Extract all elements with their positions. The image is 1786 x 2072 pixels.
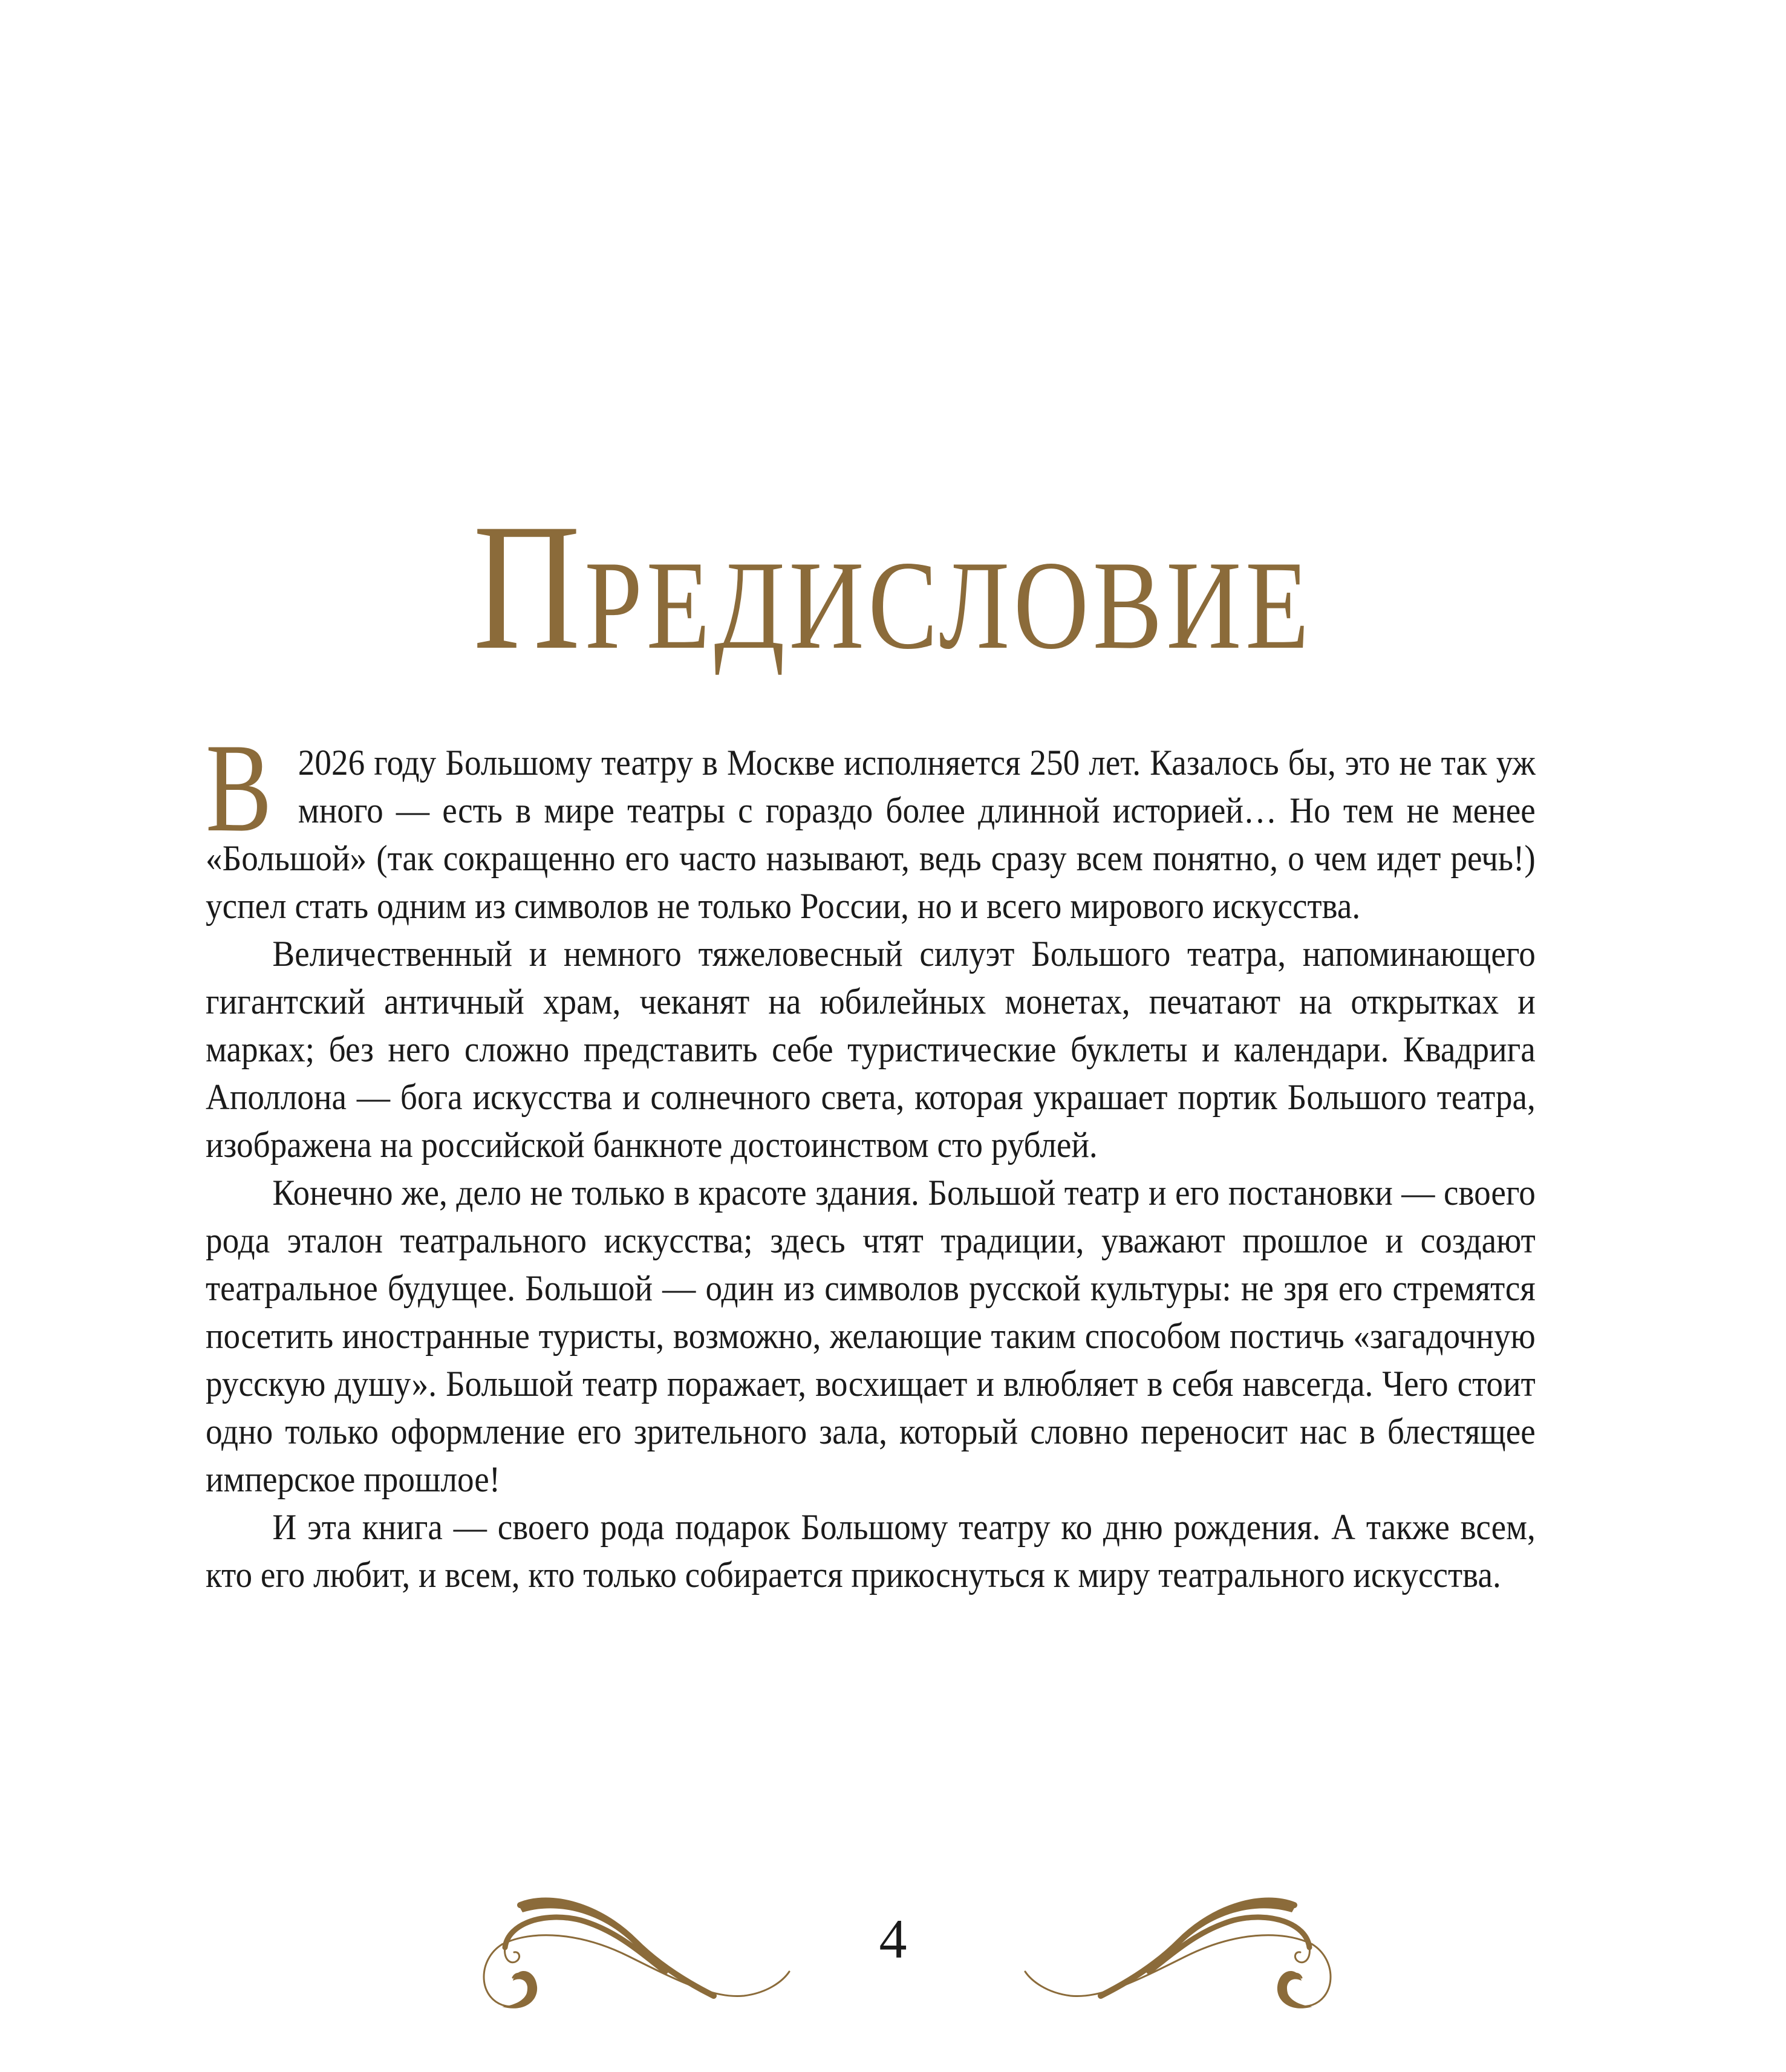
paragraph-1-text: 2026 году Большому театру в Москве исполняется 250 лет. Казалось бы, это не так уж много — есть в мире театры с гораздо более длинной историей… Но тем не менее «Большой» (так сокращенно его часто называют, ведь сразу всем понятно, о чем идет речь!) успел стать одним из символов не только России, но и всего мирового искусства. (206, 743, 1536, 926)
drop-cap: В (206, 718, 272, 858)
page-title: Предисловие (473, 486, 1313, 687)
flourish-right-icon (1016, 1875, 1355, 2020)
body-text (206, 718, 1536, 1599)
paragraph-4: И эта книга — своего рода подарок Большому театру ко дню рождения. А также всем, кто его любит, и всем, кто только собирается прикоснуться к миру театрального искусства. (206, 1507, 1536, 1595)
paragraph-2: Величественный и немного тяжеловесный силуэт Большого театра, напоминающего гигантский античный храм, чеканят на юбилейных монетах, печатают на открытках и марках; без него сложно представить себе туристические буклеты и календари. Квадрига Аполлона — бога искусства и солнечного света, которая украшает портик Большого театра, изображена на российской банкноте достоинством сто рублей. (206, 934, 1536, 1165)
page-number: 4 (879, 1908, 907, 1970)
paragraph-1 (206, 718, 1536, 930)
page-footer (0, 1863, 1786, 2020)
paragraph-3: Конечно же, дело не только в красоте здания. Большой театр и его постановки — своего рода эталон театрального искусства; здесь чтят традиции, уважают прошлое и создают театральное будущее. Большой — один из символов русской культуры: не зря его стремятся посетить иностранные туристы, возможно, желающие таким способом постичь «загадочную русскую душу». Большой театр поражает, восхищает и влюбляет в себя навсегда. Чего стоит одно только оформление его зрительного зала, который словно переносит нас в блестящее имперское прошлое! (206, 1173, 1536, 1499)
